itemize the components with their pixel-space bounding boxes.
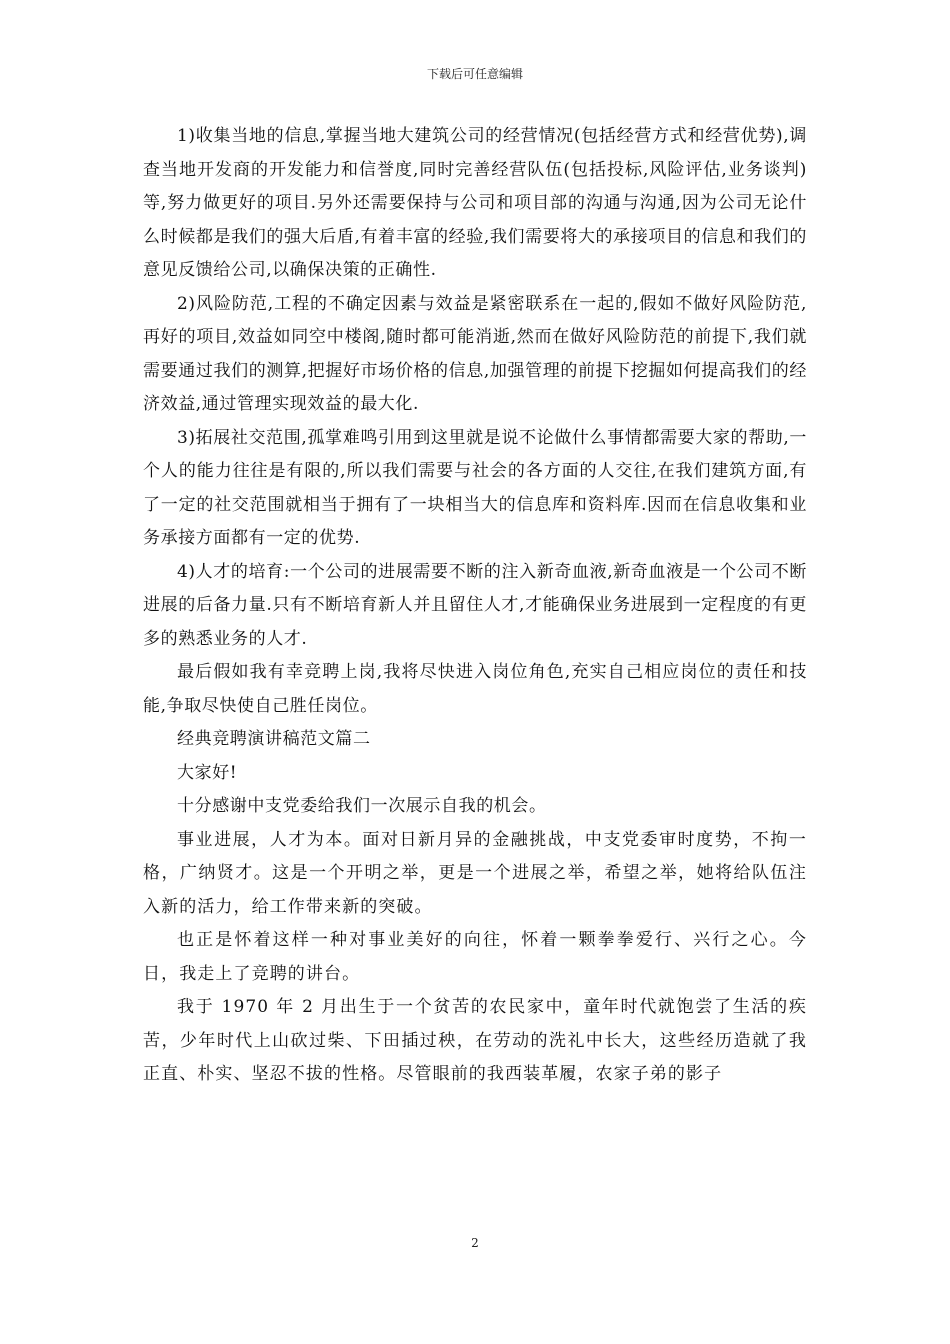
- paragraph-risk-prevention: 2)风险防范,工程的不确定因素与效益是紧密联系在一起的,假如不做好风险防范,再好的项目,效益如同空中楼阁,随时都可能消逝,然而在做好风险防范的前提下,我们就需要通过我们的测算,把握好市场价格的信息,加强管理的前提下挖掘如何提高我们的经济效益,通过管理实现效益的最大化.: [143, 293, 807, 414]
- page-header: 下载后可任意编辑: [426, 67, 523, 81]
- paragraph-aspiration: 也正是怀着这样一种对事业美好的向往，怀着一颗拳拳爱行、兴行之心。今日，我走上了竞聘的讲台。: [143, 930, 807, 984]
- paragraph-collect-info: 1)收集当地的信息,掌握当地大建筑公司的经营情况(包括经营方式和经营优势),调查当地开发商的开发能力和信誉度,同时完善经营队伍(包括投标,风险评估,业务谈判)等,努力做更好的项目.另外还需要保持与公司和项目部的沟通与沟通,因为公司无论什么时候都是我们的强大后盾,有着丰富的经验,我们需要将大的承接项目的信息和我们的意见反馈给公司,以确保决策的正确性.: [143, 126, 808, 280]
- paragraph-thanks: 十分感谢中支党委给我们一次展示自我的机会。: [177, 796, 547, 816]
- page-number: 2: [471, 1236, 479, 1250]
- document-body: [143, 120, 807, 1092]
- greeting: 大家好!: [177, 762, 238, 783]
- paragraph-closing: 最后假如我有幸竞聘上岗,我将尽快进入岗位角色,充实自己相应岗位的责任和技能,争取尽快使自己胜任岗位。: [143, 662, 807, 716]
- paragraph-talent-training: 4)人才的培育:一个公司的进展需要不断的注入新奇血液,新奇血液是一个公司不断进展的后备力量.只有不断培育新人并且留住人才,才能确保业务进展到一定程度的有更多的熟悉业务的人才.: [143, 561, 807, 649]
- paragraph-social-scope: 3)拓展社交范围,孤掌难鸣引用到这里就是说不论做什么事情都需要大家的帮助,一个人的能力往往是有限的,所以我们需要与社会的各方面的人交往,在我们建筑方面,有了一定的社交范围就相当于拥有了一块相当大的信息库和资料库.因而在信息收集和业务承接方面都有一定的优势.: [143, 427, 807, 548]
- section-heading: 经典竞聘演讲稿范文篇二: [177, 729, 371, 749]
- paragraph-biography: 我于 1970 年 2 月出生于一个贫苦的农民家中，童年时代就饱尝了生活的疾苦，少年时代上山砍过柴、下田插过秧，在劳动的洗礼中长大，这些经历造就了我正直、朴实、坚忍不拔的性格。尽管眼前的我西装革履，农家子弟的影子: [143, 997, 807, 1084]
- paragraph-talent-first: 事业进展，人才为本。面对日新月异的金融挑战，中支党委审时度势，不拘一格，广纳贤才。这是一个开明之举，更是一个进展之举，希望之举，她将给队伍注入新的活力，给工作带来新的突破。: [143, 829, 807, 917]
